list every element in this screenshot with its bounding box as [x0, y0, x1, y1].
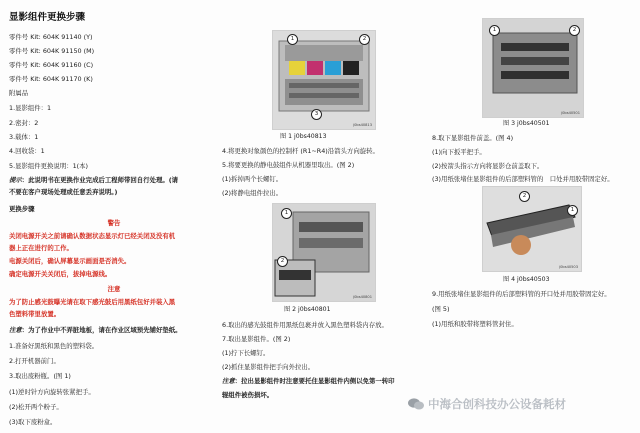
- right-step: 9.用纸张堵住显影组件的后部塑料管的开口处并用胶带固定好。: [432, 290, 611, 298]
- right-step: 8.取下显影组件前盖。(图 4): [432, 134, 514, 142]
- watermark-text: 中海合创科技办公设备耗材: [428, 397, 566, 411]
- callout-2: 2: [569, 25, 580, 36]
- fig4-caption: 图 4 j0bs40503: [503, 276, 550, 283]
- callout-1: 1: [489, 25, 500, 36]
- callout-1: 1: [567, 205, 578, 216]
- callout-2: 2: [359, 34, 370, 45]
- yellow-toner: [289, 61, 305, 75]
- accessory-item: 2.密封：2: [9, 119, 39, 127]
- accessory-item: 3.载体：1: [9, 133, 39, 141]
- figure-1-toner-cartridges: [272, 30, 376, 130]
- right-step: (图 5): [432, 305, 450, 313]
- part-number-c: 零件号 Kit: 604K 91160 (C): [9, 61, 94, 69]
- warning-line: 确定电源开关关闭后，拔掉电源线。: [9, 270, 112, 278]
- tip-line-1: 提示：此说明书在更换作业完成后工程师带回自行处理。(请: [9, 176, 179, 184]
- left-step: 2.打开机器前门。: [9, 357, 60, 365]
- document-title: 显影组件更换步骤: [9, 12, 86, 23]
- machine-front-illustration: [273, 31, 375, 129]
- warning-line: 器上正在进行的工作。: [9, 244, 73, 252]
- black-toner: [343, 61, 359, 75]
- left-step: 1.准备好黑纸和黑色的塑料袋。: [9, 342, 99, 350]
- callout-3: 3: [311, 109, 322, 120]
- tip-label: 提示: [9, 176, 22, 184]
- mid-step: 5.将要更换的静电鼓组件从机器里取出。(图 2): [222, 161, 355, 169]
- caution-heading: 注意: [107, 285, 121, 293]
- left-step: 3.取出废粉瓶。(图 1): [9, 372, 71, 380]
- mid-step: 7.取出显影组件。(图 2): [222, 335, 291, 343]
- figure-2-drum-unit: [272, 203, 376, 302]
- figure-3-developer-unit: [482, 18, 584, 118]
- steps-heading: 更换步骤: [9, 205, 35, 213]
- caution-line: 色塑料带里放置。: [9, 310, 61, 318]
- right-step: (3)用纸张堵住显影组件的后部塑料管的 口处并用胶带固定好。: [432, 175, 614, 183]
- note-line: 注意：为了作业中不弄脏地板，请在作业区域预先铺好垫纸。: [9, 326, 182, 334]
- accessories-heading: 附属品: [9, 89, 29, 97]
- figure-4-developer-cover: [482, 186, 582, 272]
- part-number-y: 零件号 Kit: 604K 91140 (Y): [9, 33, 93, 41]
- mid-step: 4.将更换对象颜色的控制杆 (R1~R4)沿箭头方向旋转。: [222, 147, 379, 155]
- right-step: (1)用纸和胶带将塑料管封住。: [432, 320, 518, 328]
- part-number-k: 零件号 Kit: 604K 91170 (K): [9, 75, 93, 83]
- accessory-item: 1.显影组件：1: [9, 104, 52, 112]
- warning-heading: 警告: [107, 219, 121, 227]
- cyan-toner: [325, 61, 341, 75]
- callout-2: 2: [277, 256, 288, 267]
- fig4-id: j0bs40503: [559, 265, 578, 269]
- warning-line: 电源关闭后，确认屏幕显示画面是否消失。: [9, 257, 131, 265]
- left-step: (2)松开两个粉子。: [9, 403, 63, 411]
- fig2-id: j0bs40801: [353, 295, 372, 299]
- fig1-caption: 图 1 j0bs40813: [280, 133, 327, 140]
- callout-1: 1: [287, 34, 298, 45]
- mid-tip-text-2: 辊组件被伤损坏。: [222, 391, 274, 399]
- part-number-m: 零件号 Kit: 604K 91150 (M): [9, 47, 95, 55]
- mid-step: (2)抓住显影组件把手向外拉出。: [222, 363, 315, 371]
- right-step: (1)向下扳平把手。: [432, 148, 486, 156]
- fig1-id: j0bs40813: [353, 123, 372, 127]
- left-step: (1)逆时针方向旋转张紧把手。: [9, 388, 95, 396]
- right-step: (2)按箭头指示方向将显影仓前盖取下。: [432, 162, 544, 170]
- mid-tip-label: 注意: [222, 377, 235, 385]
- left-step: (3)取下废粉盒。: [9, 418, 57, 426]
- mid-step: (2)将静电组件拉出。: [222, 189, 283, 197]
- callout-1: 1: [281, 208, 292, 219]
- magenta-toner: [307, 61, 323, 75]
- mid-step: (1)拧下长螺钉。: [222, 349, 270, 357]
- caution-line: 为了防止感光鼓曝光请在取下感光鼓后用黑纸包好并装入黑: [9, 298, 176, 306]
- warning-line: 关闭电源开关之前请确认数据状态显示灯已经关闭及没有机: [9, 232, 176, 240]
- mid-tip-text-1: 拉出显影组件时注意要托住显影组件内侧以免第一转印: [241, 377, 395, 385]
- wechat-logo-icon: [408, 398, 424, 410]
- note-text: 为了作业中不弄脏地板，请在作业区域预先铺好垫纸。: [28, 326, 182, 334]
- fig3-id: j0bs40501: [561, 111, 580, 115]
- mid-tip-line-1: 注意：拉出显影组件时注意要托住显影组件内侧以免第一转印: [222, 377, 395, 385]
- note-label: 注意: [9, 326, 22, 334]
- mid-step: 6.取出的感光鼓组件用黑纸包裹并放入黑色塑料袋内存放。: [222, 321, 388, 329]
- fig2-caption: 图 2 j0bs40801: [284, 306, 331, 313]
- callout-2: 2: [519, 191, 530, 202]
- developer-cover-illustration: [483, 187, 581, 271]
- accessory-item: 4.回收袋：1: [9, 147, 45, 155]
- fig3-caption: 图 3 j0bs40501: [503, 120, 550, 127]
- tip-text-2: 不要在客户现场处理或任意丢弃说明。): [9, 188, 118, 196]
- accessory-item: 5.显影组件更换说明：1(本): [9, 162, 89, 170]
- mid-step: (1)拆掉两个长螺钉。: [222, 175, 283, 183]
- tip-text-1: 此说明书在更换作业完成后工程师带回自行处理。(请: [28, 176, 179, 184]
